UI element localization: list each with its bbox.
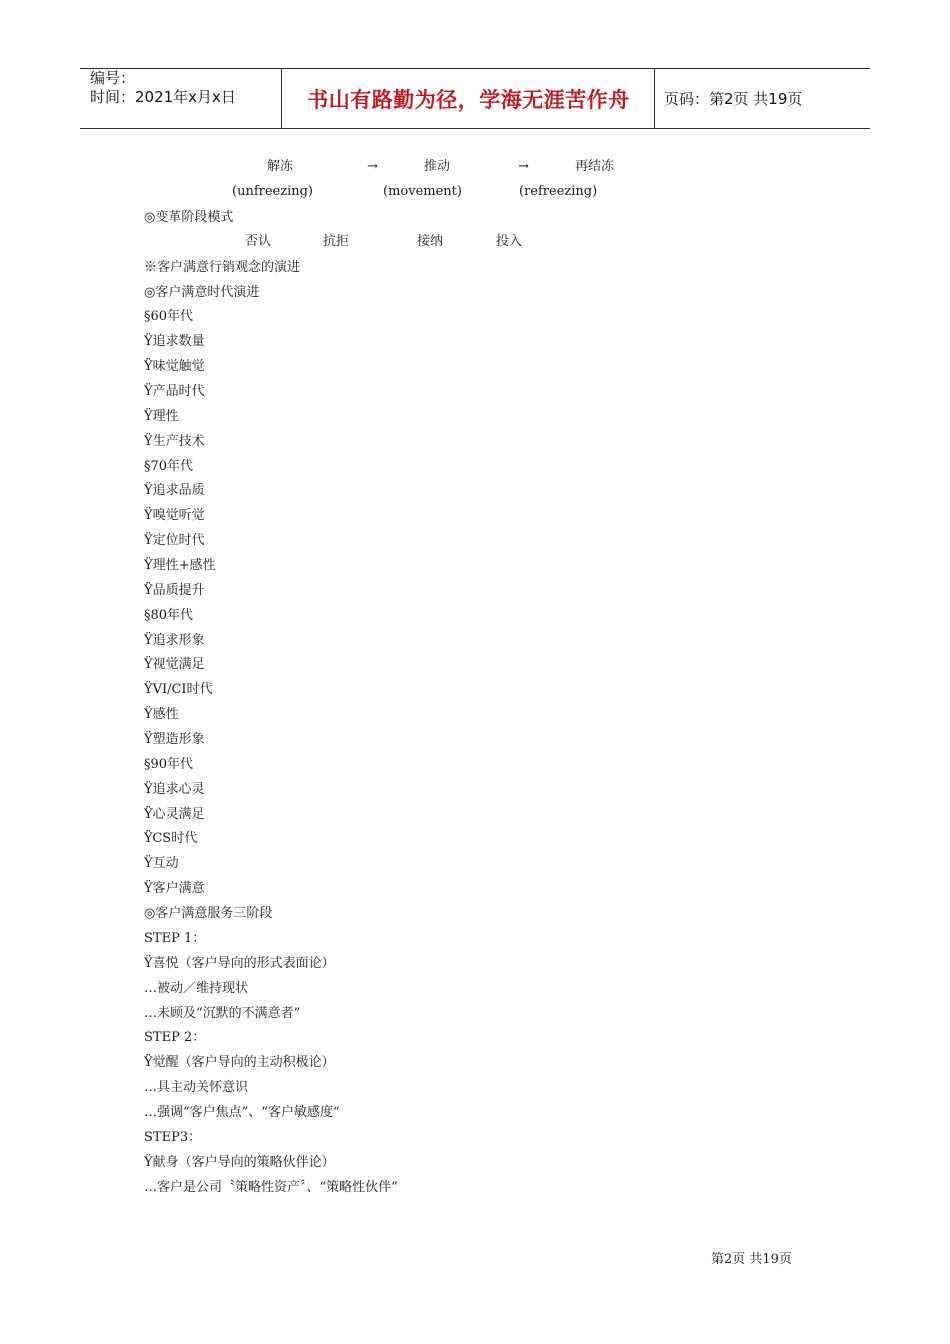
body-line (144, 231, 398, 256)
body-line: §90年代 (144, 756, 194, 772)
body-text (144, 206, 398, 1200)
header-motto: 书山有路勤为径，学海无涯苦作舟 (307, 88, 630, 112)
body-line: ◎变革阶段模式 (144, 210, 234, 225)
body-line: …强调“客户焦点”、“客户敏感度“ (144, 1104, 340, 1120)
body-line: …客户是公司〝策略性资产〞、“策略性伙伴” (144, 1179, 398, 1195)
body-line: ◎客户满意时代演进 (144, 284, 260, 300)
stage-refreezing: 再结冻 (575, 159, 615, 174)
body-line: Ÿ产品时代 (144, 384, 205, 400)
phase-commitment: 投入 (496, 234, 523, 249)
body-line: Ÿ嗅觉听觉 (144, 508, 205, 524)
body-line: Ÿ追求数量 (144, 334, 205, 350)
body-line: §80年代 (144, 607, 194, 623)
body-line: Ÿ生产技术 (144, 433, 205, 449)
body-line: Ÿ定位时代 (144, 533, 205, 549)
phase-acceptance: 接纳 (417, 234, 444, 249)
page-footer: 第2页 共19页 (711, 1252, 792, 1267)
body-line: Ÿ品质提升 (144, 582, 205, 598)
body-line: Ÿ献身（客户导向的策略伙伴论） (144, 1154, 335, 1170)
time-label: 时间：2021年x月x日 (90, 88, 236, 106)
body-line: Ÿ喜悦（客户导向的形式表面论） (144, 955, 335, 971)
body-line: ※客户满意行销观念的演进 (144, 259, 301, 275)
body-line: Ÿ追求形象 (144, 632, 205, 648)
stage-movement-en: (movement) (383, 184, 462, 199)
arrow-icon: → (367, 159, 378, 174)
header-meta (90, 69, 236, 107)
body-line: …未顾及“沉默的不满意者” (144, 1005, 301, 1021)
body-line: Ÿ味觉触觉 (144, 359, 205, 375)
body-line: Ÿ理性+感性 (144, 558, 216, 574)
stage-refreezing-en: (refreezing) (519, 184, 598, 199)
stage-movement: 推动 (424, 159, 451, 174)
body-line: §60年代 (144, 309, 194, 325)
body-line: Ÿ感性 (144, 707, 179, 723)
body-line: Ÿ塑造形象 (144, 732, 205, 748)
body-line: Ÿ心灵满足 (144, 806, 205, 822)
header-page-number: 页码：第2页 共19页 (664, 90, 803, 108)
arrow-icon: → (518, 159, 529, 174)
body-line: STEP 2： (144, 1030, 206, 1046)
body-line: STEP 1： (144, 930, 206, 946)
body-line: Ÿ追求品质 (144, 483, 205, 499)
number-label: 编号： (90, 69, 136, 87)
body-line: ◎客户满意服务三阶段 (144, 906, 273, 922)
body-line: Ÿ理性 (144, 408, 179, 424)
body-line: §70年代 (144, 458, 194, 474)
body-line: ŸVI/CI时代 (144, 682, 213, 698)
phase-denial: 否认 (245, 234, 272, 249)
stage-unfreezing: 解冻 (267, 159, 294, 174)
body-line: …具主动关怀意识 (144, 1080, 249, 1096)
body-line: Ÿ视觉满足 (144, 657, 205, 673)
body-line: Ÿ追求心灵 (144, 781, 205, 797)
body-line: STEP3： (144, 1129, 202, 1145)
stage-unfreezing-en: (unfreezing) (232, 184, 314, 199)
body-line: Ÿ客户满意 (144, 881, 205, 897)
body-line: Ÿ觉醒（客户导向的主动积极论） (144, 1055, 335, 1071)
body-line: Ÿ互动 (144, 856, 179, 872)
phase-resistance: 抗拒 (323, 234, 350, 249)
body-line: …被动／维持现状 (144, 980, 249, 996)
header-bottom-rule (80, 128, 870, 129)
body-line: ŸCS时代 (144, 831, 198, 847)
